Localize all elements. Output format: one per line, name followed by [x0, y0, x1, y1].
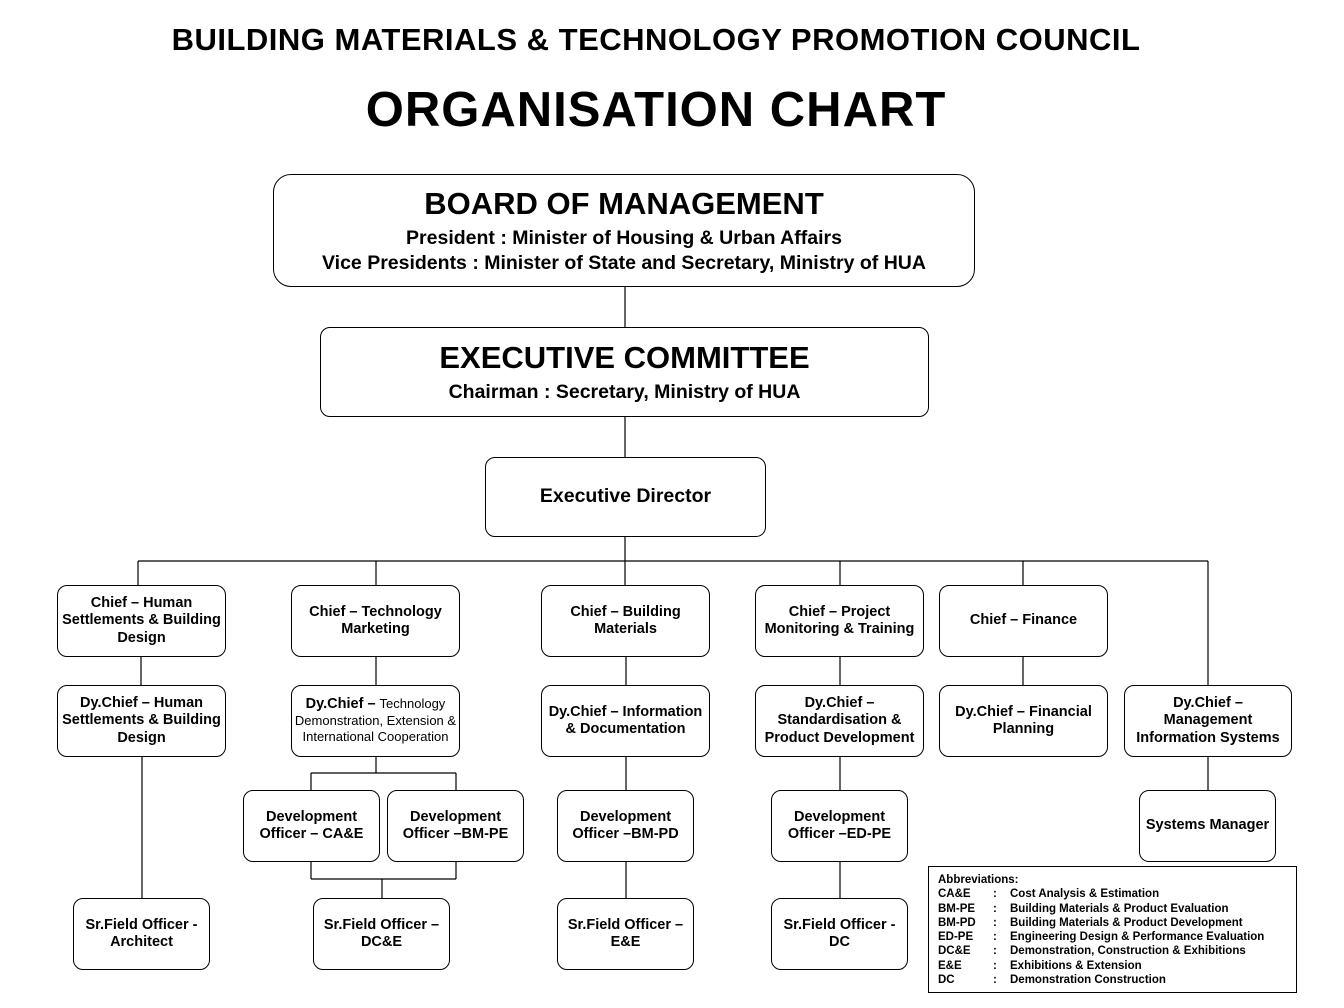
sfo-architect-box — [73, 898, 210, 970]
do-cae-box — [243, 790, 380, 862]
sfo-ee-label: Sr.Field Officer – E&E — [567, 916, 684, 950]
sfo-dce-box — [313, 898, 450, 970]
chart-title: ORGANISATION CHART — [365, 83, 947, 137]
dy-chief-tm-label: Technology Demonstration, Extension & International Cooperation — [294, 696, 457, 745]
executive-director-label: Executive Director — [539, 485, 712, 508]
do-bmpd-box — [557, 790, 694, 862]
abbreviation-code: DC&E — [938, 945, 971, 958]
dy-chief-fp-box — [939, 685, 1108, 757]
board-title: BOARD OF MANAGEMENT — [424, 185, 824, 221]
do-bmpe-box — [387, 790, 524, 862]
abbreviation-sep: : — [993, 959, 997, 972]
abbreviation-sep: : — [993, 945, 997, 958]
abbreviation-meaning: Demonstration, Construction & Exhibitions — [1010, 945, 1246, 958]
systems-manager-box — [1139, 790, 1276, 862]
chief-tm-label: Chief – Technology Marketing — [309, 603, 442, 637]
do-edpe-box — [771, 790, 908, 862]
dy-chief-mis-box — [1124, 685, 1292, 757]
dy-chief-hsbd-box — [57, 685, 226, 757]
abbreviation-row — [938, 887, 1296, 901]
dy-chief-id-box — [541, 685, 710, 757]
abbreviation-code: ED-PE — [938, 931, 974, 944]
board-president: President : Minister of Housing & Urban Affairs — [406, 226, 842, 249]
do-bmpe-label: Development Officer –BM-PE — [402, 808, 509, 842]
dy-chief-spd-label: Dy.Chief – Standardisation & Product Development — [764, 694, 915, 746]
abbreviation-row — [938, 959, 1296, 973]
abbreviation-row — [938, 930, 1296, 944]
abbreviation-sep: : — [993, 888, 997, 901]
chief-hsbd-label: Chief – Human Settlements & Building Design — [62, 594, 221, 646]
chief-bm-box — [541, 585, 710, 657]
dy-chief-mis-label: Dy.Chief – Management Information Systems — [1136, 694, 1280, 746]
abbreviation-code: BM-PE — [938, 902, 976, 915]
abbreviation-sep: : — [993, 931, 997, 944]
sfo-dc-box — [771, 898, 908, 970]
executive-committee-chairman: Chairman : Secretary, Ministry of HUA — [448, 380, 801, 403]
abbreviations-heading: Abbreviations: — [938, 874, 1019, 886]
abbreviation-sep: : — [993, 916, 997, 929]
organisation-name: BUILDING MATERIALS & TECHNOLOGY PROMOTION COUNCIL — [171, 22, 1141, 57]
executive-committee-title: EXECUTIVE COMMITTEE — [439, 339, 810, 375]
do-cae-label: Development Officer – CA&E — [259, 808, 364, 842]
abbreviation-sep: : — [993, 902, 997, 915]
abbreviation-meaning: Demonstration Construction — [1010, 974, 1166, 987]
abbreviation-code: BM-PD — [938, 916, 976, 929]
chief-pmt-box — [755, 585, 924, 657]
abbreviation-row — [938, 973, 1296, 987]
dy-chief-tm-prefix: Dy.Chief – — [305, 696, 380, 713]
abbreviation-meaning: Engineering Design & Performance Evaluation — [1010, 931, 1265, 944]
abbreviation-meaning: Exhibitions & Extension — [1010, 959, 1142, 972]
sfo-ee-box — [557, 898, 694, 970]
abbreviations-legend — [928, 866, 1297, 993]
board-of-management-box — [273, 174, 975, 287]
sfo-dc-label: Sr.Field Officer - DC — [783, 916, 896, 950]
dy-chief-tm-box — [291, 685, 460, 757]
board-vice-presidents: Vice Presidents : Minister of State and Secretary, Ministry of HUA — [322, 251, 926, 274]
abbreviation-row — [938, 902, 1296, 916]
chief-pmt-label: Chief – Project Monitoring & Training — [764, 603, 915, 637]
chief-bm-label: Chief – Building Materials — [570, 603, 681, 637]
chief-hsbd-box — [57, 585, 226, 657]
abbreviation-code: E&E — [938, 959, 962, 972]
dy-chief-fp-label: Dy.Chief – Financial Planning — [955, 703, 1092, 737]
abbreviation-row — [938, 944, 1296, 958]
abbreviation-meaning: Cost Analysis & Estimation — [1010, 888, 1160, 901]
dy-chief-id-label: Dy.Chief – Information & Documentation — [548, 703, 703, 737]
do-edpe-label: Development Officer –ED-PE — [787, 808, 892, 842]
abbreviation-meaning: Building Materials & Product Evaluation — [1010, 902, 1229, 915]
sfo-architect-label: Sr.Field Officer - Architect — [85, 916, 198, 950]
executive-director-box — [485, 457, 766, 537]
do-bmpd-label: Development Officer –BM-PD — [572, 808, 679, 842]
abbreviation-sep: : — [993, 974, 997, 987]
dy-chief-hsbd-label: Dy.Chief – Human Settlements & Building Design — [62, 694, 221, 746]
abbreviation-row — [938, 916, 1296, 930]
chief-finance-label: Chief – Finance — [969, 612, 1078, 629]
abbreviation-code: CA&E — [938, 888, 971, 901]
systems-manager-label: Systems Manager — [1145, 817, 1270, 834]
dy-chief-spd-box — [755, 685, 924, 757]
executive-committee-box — [320, 327, 929, 417]
chief-tm-box — [291, 585, 460, 657]
chief-finance-box — [939, 585, 1108, 657]
sfo-dce-label: Sr.Field Officer – DC&E — [323, 916, 440, 950]
abbreviation-meaning: Building Materials & Product Development — [1010, 916, 1243, 929]
abbreviation-code: DC — [938, 974, 955, 987]
